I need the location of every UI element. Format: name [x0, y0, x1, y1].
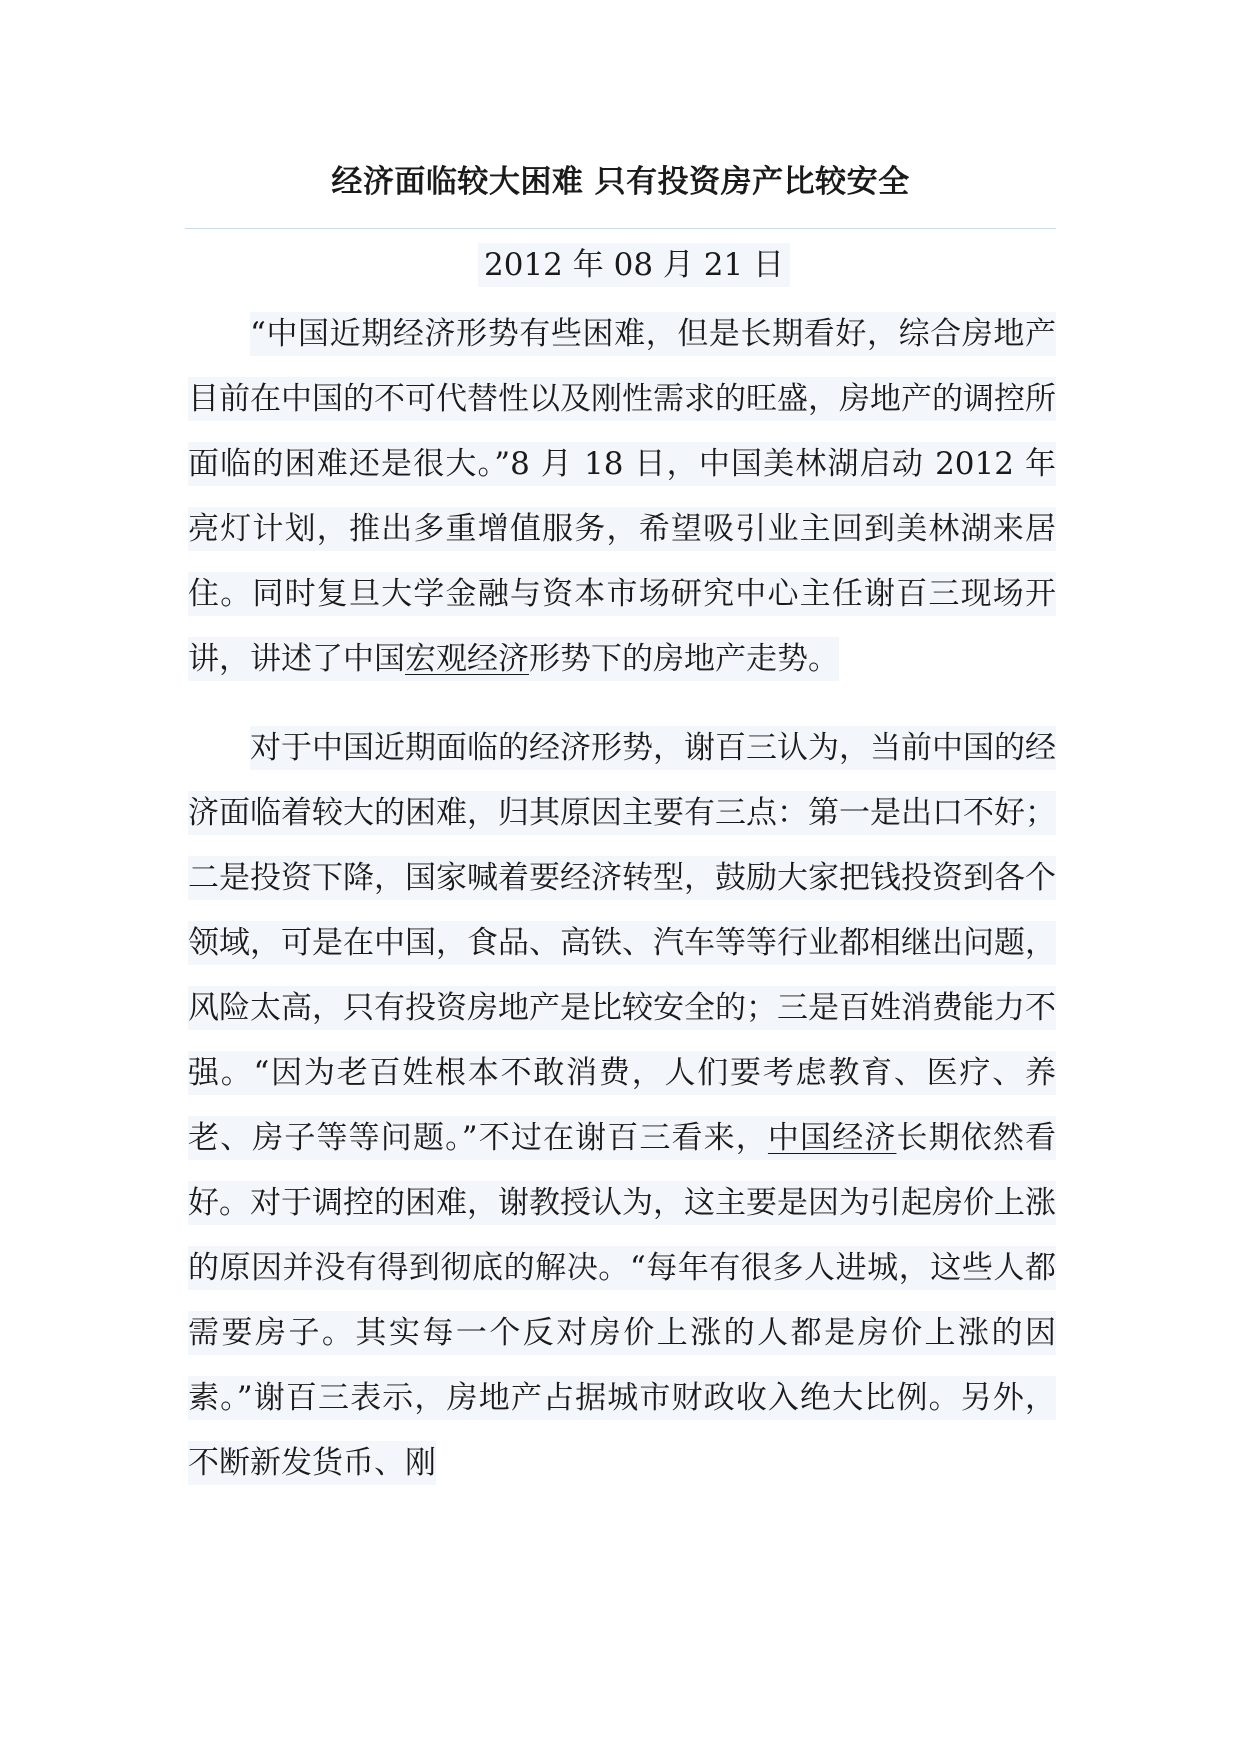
paragraph-2: [188, 716, 1056, 1496]
link-macro-economy[interactable]: 宏观经济: [405, 641, 529, 677]
paragraph-1-text-start: “中国近期经济形势有些困难，但是长期看好，综合房地产目前在中国的不可代替性以及刚性需求的旺盛，房地产的调控所面临的困难还是很大。”8 月 18 日，中国美林湖启动 2012 年亮灯计划，推出多重增值服务，希望吸引业主回到美林湖来居住。同时复旦大学金融与资本市场研究中心主任谢百三现场开讲，讲述了中国: [188, 316, 1056, 677]
article-body: [188, 302, 1056, 1496]
article-date: 2012 年 08 月 21 日: [478, 243, 790, 287]
paragraph-1-text-end: 形势下的房地产走势。: [529, 641, 839, 677]
paragraph-2-text-end: 长期依然看好。对于调控的困难，谢教授认为，这主要是因为引起房价上涨的原因并没有得到彻底的解决。“每年有很多人进城，这些人都需要房子。其实每一个反对房价上涨的人都是房价上涨的因素。”谢百三表示，房地产占据城市财政收入绝大比例。另外，不断新发货币、刚: [188, 1120, 1057, 1481]
paragraph-1: [188, 302, 1056, 692]
link-china-economy[interactable]: 中国经济: [767, 1120, 897, 1156]
article-title: 经济面临较大困难 只有投资房产比较安全: [331, 164, 910, 200]
paragraph-2-text-start: 对于中国近期面临的经济形势，谢百三认为，当前中国的经济面临着较大的困难，归其原因主要有三点：第一是出口不好；二是投资下降，国家喊着要经济转型，鼓励大家把钱投资到各个领域，可是在中国，食品、高铁、汽车等等行业都相继出问题，风险太高，只有投资房地产是比较安全的；三是百姓消费能力不强。“因为老百姓根本不敢消费，人们要考虑教育、医疗、养老、房子等等问题。”不过在谢百三看来，: [188, 730, 1056, 1156]
title-divider: [185, 228, 1056, 229]
